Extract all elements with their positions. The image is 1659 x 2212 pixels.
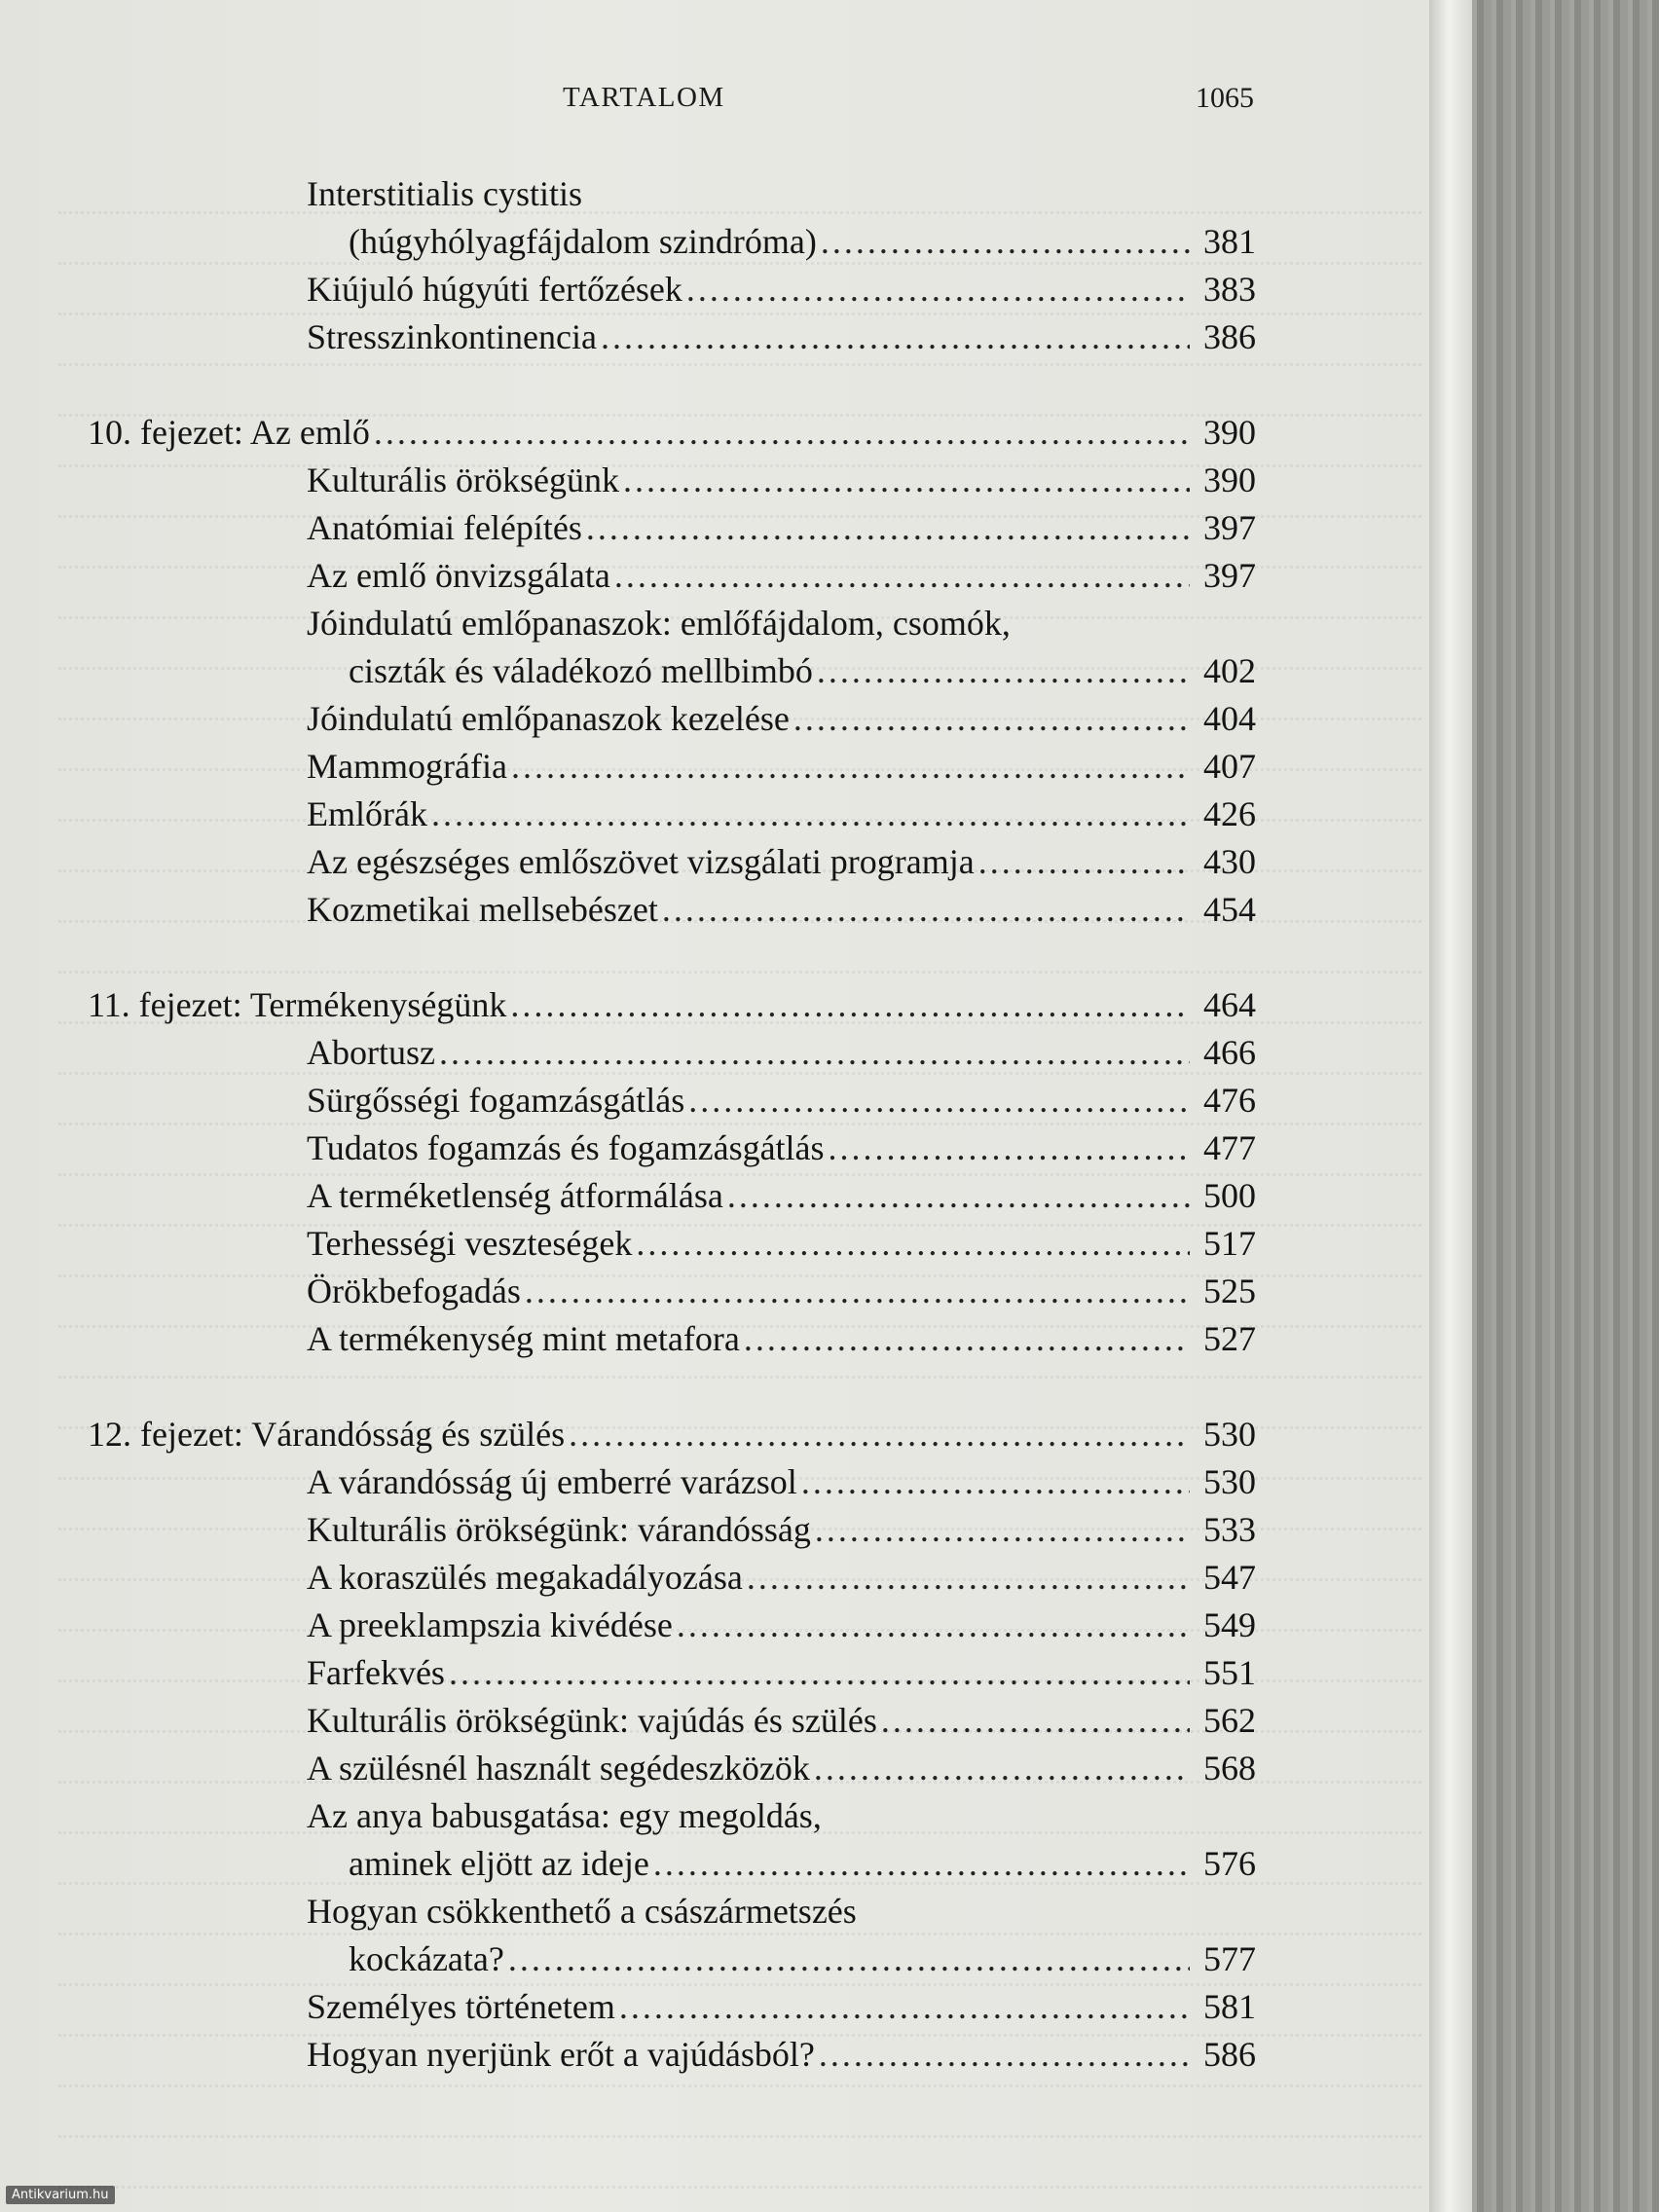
section-spacer [88,361,1256,409]
toc-entry-row [88,504,1256,552]
toc-page-number: 404 [1203,699,1256,738]
dot-leader [614,552,1190,600]
running-title: TARTALOM [563,82,725,113]
toc-entry-title: 11. fejezet: Termékenységünk [88,985,507,1024]
dot-leader [586,504,1190,552]
toc-entry-row [88,1840,1256,1888]
section-spacer [88,934,1256,981]
toc-entry-title: ciszták és váladékozó mellbimbó [349,651,813,690]
toc-page-number: 397 [1203,556,1256,595]
dot-leader [569,1411,1190,1458]
dot-leader [881,1697,1190,1745]
dot-leader [814,1745,1190,1792]
toc-entry-title: Emlőrák [307,794,427,833]
toc-entry-title: Anatómiai felépítés [307,508,582,547]
dot-leader [829,1124,1190,1172]
toc-entry-title: aminek eljött az ideje [349,1844,649,1883]
toc-entry-row [88,1745,1256,1792]
dot-leader [601,313,1190,361]
toc-page-number: 533 [1203,1510,1256,1549]
toc-entry-title: Tudatos fogamzás és fogamzásgátlás [307,1128,825,1167]
toc-entry-row [88,1124,1256,1172]
toc-entry-title: Kulturális örökségünk [307,461,619,499]
toc-entry-title: Az emlő önvizsgálata [307,556,610,595]
dot-leader [801,1458,1190,1506]
toc-page-number: 402 [1203,651,1256,690]
toc-page-number: 426 [1203,794,1256,833]
toc-page-number: 407 [1203,747,1256,786]
toc-page-number: 581 [1203,1987,1256,2026]
toc-entry-row [88,743,1256,791]
toc-entry-title: Terhességi veszteségek [307,1224,633,1263]
toc-page-number: 430 [1203,842,1256,881]
toc-entry-title: Az egészséges emlőszövet vizsgálati programja [307,842,975,881]
toc-entry-row [88,552,1256,600]
toc-entry-row [88,1649,1256,1697]
toc-page-number: 454 [1203,890,1256,929]
toc-entry-row [88,1936,1256,1983]
toc-entry-row [88,313,1256,361]
toc-entry-title: 12. fejezet: Várandósság és szülés [88,1415,566,1454]
toc-chapter-row [88,981,1256,1029]
toc-page-number: 386 [1203,317,1256,356]
background-surface [1472,0,1659,2212]
toc-page-number: 464 [1203,985,1256,1024]
toc-entry-row [88,886,1256,934]
toc-entry-row [88,1077,1256,1124]
toc-entry-title: Abortusz [307,1033,435,1072]
toc-entry-row [88,1172,1256,1220]
toc-entry-row [88,1697,1256,1745]
toc-entry-title: Interstitialis cystitis [307,174,582,213]
toc-page-number: 476 [1203,1081,1256,1120]
toc-page-number: 551 [1203,1653,1256,1692]
dot-leader [374,409,1190,457]
toc-entry-row [88,218,1256,266]
dot-leader [439,1029,1190,1077]
toc-entry-row [88,1554,1256,1602]
toc-entry-title: 10. fejezet: Az emlő [88,413,370,452]
page-number: 1065 [1196,82,1254,114]
toc-entry-title: kockázata? [349,1939,504,1978]
toc-chapter-row [88,1411,1256,1458]
toc-entry-row [88,1792,1256,1840]
toc-entry-row [88,457,1256,504]
toc-chapter-row [88,409,1256,457]
toc-entry-row [88,695,1256,743]
dot-leader [793,695,1190,743]
toc-entry-title: Hogyan csökkenthető a császármetszés [307,1892,857,1931]
toc-entry-title: Farfekvés [307,1653,445,1692]
toc-entry-title: A terméketlenség átformálása [307,1176,723,1215]
toc-page-number: 562 [1203,1701,1256,1740]
toc-page-number: 530 [1203,1415,1256,1454]
toc-entry-title: Kiújuló húgyúti fertőzések [307,270,682,309]
toc-entry-row [88,1315,1256,1363]
dot-leader [449,1649,1190,1697]
toc-entry-title: A várandósság új emberré varázsol [307,1462,797,1501]
toc-entry-title: Örökbefogadás [307,1272,521,1310]
dot-leader [817,647,1190,695]
dot-leader [677,1602,1190,1649]
toc-page-number: 390 [1203,461,1256,499]
toc-entry-row [88,791,1256,838]
dot-leader [815,1506,1190,1554]
toc-entry-title: (húgyhólyagfájdalom szindróma) [349,222,817,261]
table-of-contents [88,170,1256,2079]
toc-entry-title: Kulturális örökségünk: várandósság [307,1510,811,1549]
toc-page-number: 517 [1203,1224,1256,1263]
toc-entry-row [88,170,1256,218]
dot-leader [636,1220,1190,1268]
toc-entry-row [88,1029,1256,1077]
toc-entry-title: A koraszülés megakadályozása [307,1558,743,1597]
toc-page-number: 577 [1203,1939,1256,1978]
toc-entry-row [88,600,1256,647]
toc-entry-row [88,1506,1256,1554]
toc-page-number: 477 [1203,1128,1256,1167]
toc-page-number: 547 [1203,1558,1256,1597]
toc-entry-title: Hogyan nyerjünk erőt a vajúdásból? [307,2035,815,2074]
dot-leader [662,886,1190,934]
dot-leader [747,1554,1190,1602]
toc-entry-row [88,2031,1256,2079]
dot-leader [623,457,1190,504]
toc-entry-title: Mammográfia [307,747,507,786]
toc-page-number: 527 [1203,1319,1256,1358]
dot-leader [744,1315,1190,1363]
toc-page-number: 381 [1203,222,1256,261]
dot-leader [821,218,1190,266]
toc-entry-row [88,838,1256,886]
toc-page-number: 466 [1203,1033,1256,1072]
toc-entry-row [88,266,1256,313]
toc-page-number: 530 [1203,1462,1256,1501]
toc-page-number: 397 [1203,508,1256,547]
toc-entry-title: Stresszinkontinencia [307,317,597,356]
toc-entry-title: A preeklampszia kivédése [307,1605,673,1644]
toc-entry-title: Jóindulatú emlőpanaszok kezelése [307,699,790,738]
toc-entry-row [88,647,1256,695]
dot-leader [525,1268,1190,1315]
toc-entry-title: A termékenység mint metafora [307,1319,740,1358]
toc-entry-title: Sürgősségi fogamzásgátlás [307,1081,685,1120]
toc-entry-title: Személyes történetem [307,1987,615,2026]
toc-entry-row [88,1458,1256,1506]
dot-leader [688,1077,1190,1124]
dot-leader [508,1936,1190,1983]
toc-entry-title: A szülésnél használt segédeszközök [307,1749,810,1788]
dot-leader [431,791,1190,838]
dot-leader [978,838,1190,886]
toc-page-number: 500 [1203,1176,1256,1215]
toc-entry-row [88,1983,1256,2031]
dot-leader [619,1983,1190,2031]
section-spacer [88,1363,1256,1411]
toc-entry-title: Kozmetikai mellsebészet [307,890,658,929]
toc-entry-title: Kulturális örökségünk: vajúdás és szülés [307,1701,877,1740]
dot-leader [819,2031,1190,2079]
toc-page-number: 576 [1203,1844,1256,1883]
toc-entry-row [88,1268,1256,1315]
dot-leader [727,1172,1190,1220]
watermark: Antikvarium.hu [6,2186,115,2204]
dot-leader [686,266,1190,313]
toc-page-number: 586 [1203,2035,1256,2074]
dot-leader [653,1840,1190,1888]
toc-page-number: 390 [1203,413,1256,452]
toc-page-number: 549 [1203,1605,1256,1644]
toc-page-number: 568 [1203,1749,1256,1788]
page-edge [1429,0,1472,2212]
dot-leader [510,981,1190,1029]
running-header [563,82,1254,127]
dot-leader [511,743,1190,791]
toc-entry-row [88,1220,1256,1268]
toc-page-number: 383 [1203,270,1256,309]
toc-page-number: 525 [1203,1272,1256,1310]
toc-entry-title: Az anya babusgatása: egy megoldás, [307,1796,822,1835]
toc-entry-row [88,1602,1256,1649]
toc-entry-row [88,1888,1256,1936]
toc-entry-title: Jóindulatú emlőpanaszok: emlőfájdalom, csomók, [307,604,1011,643]
